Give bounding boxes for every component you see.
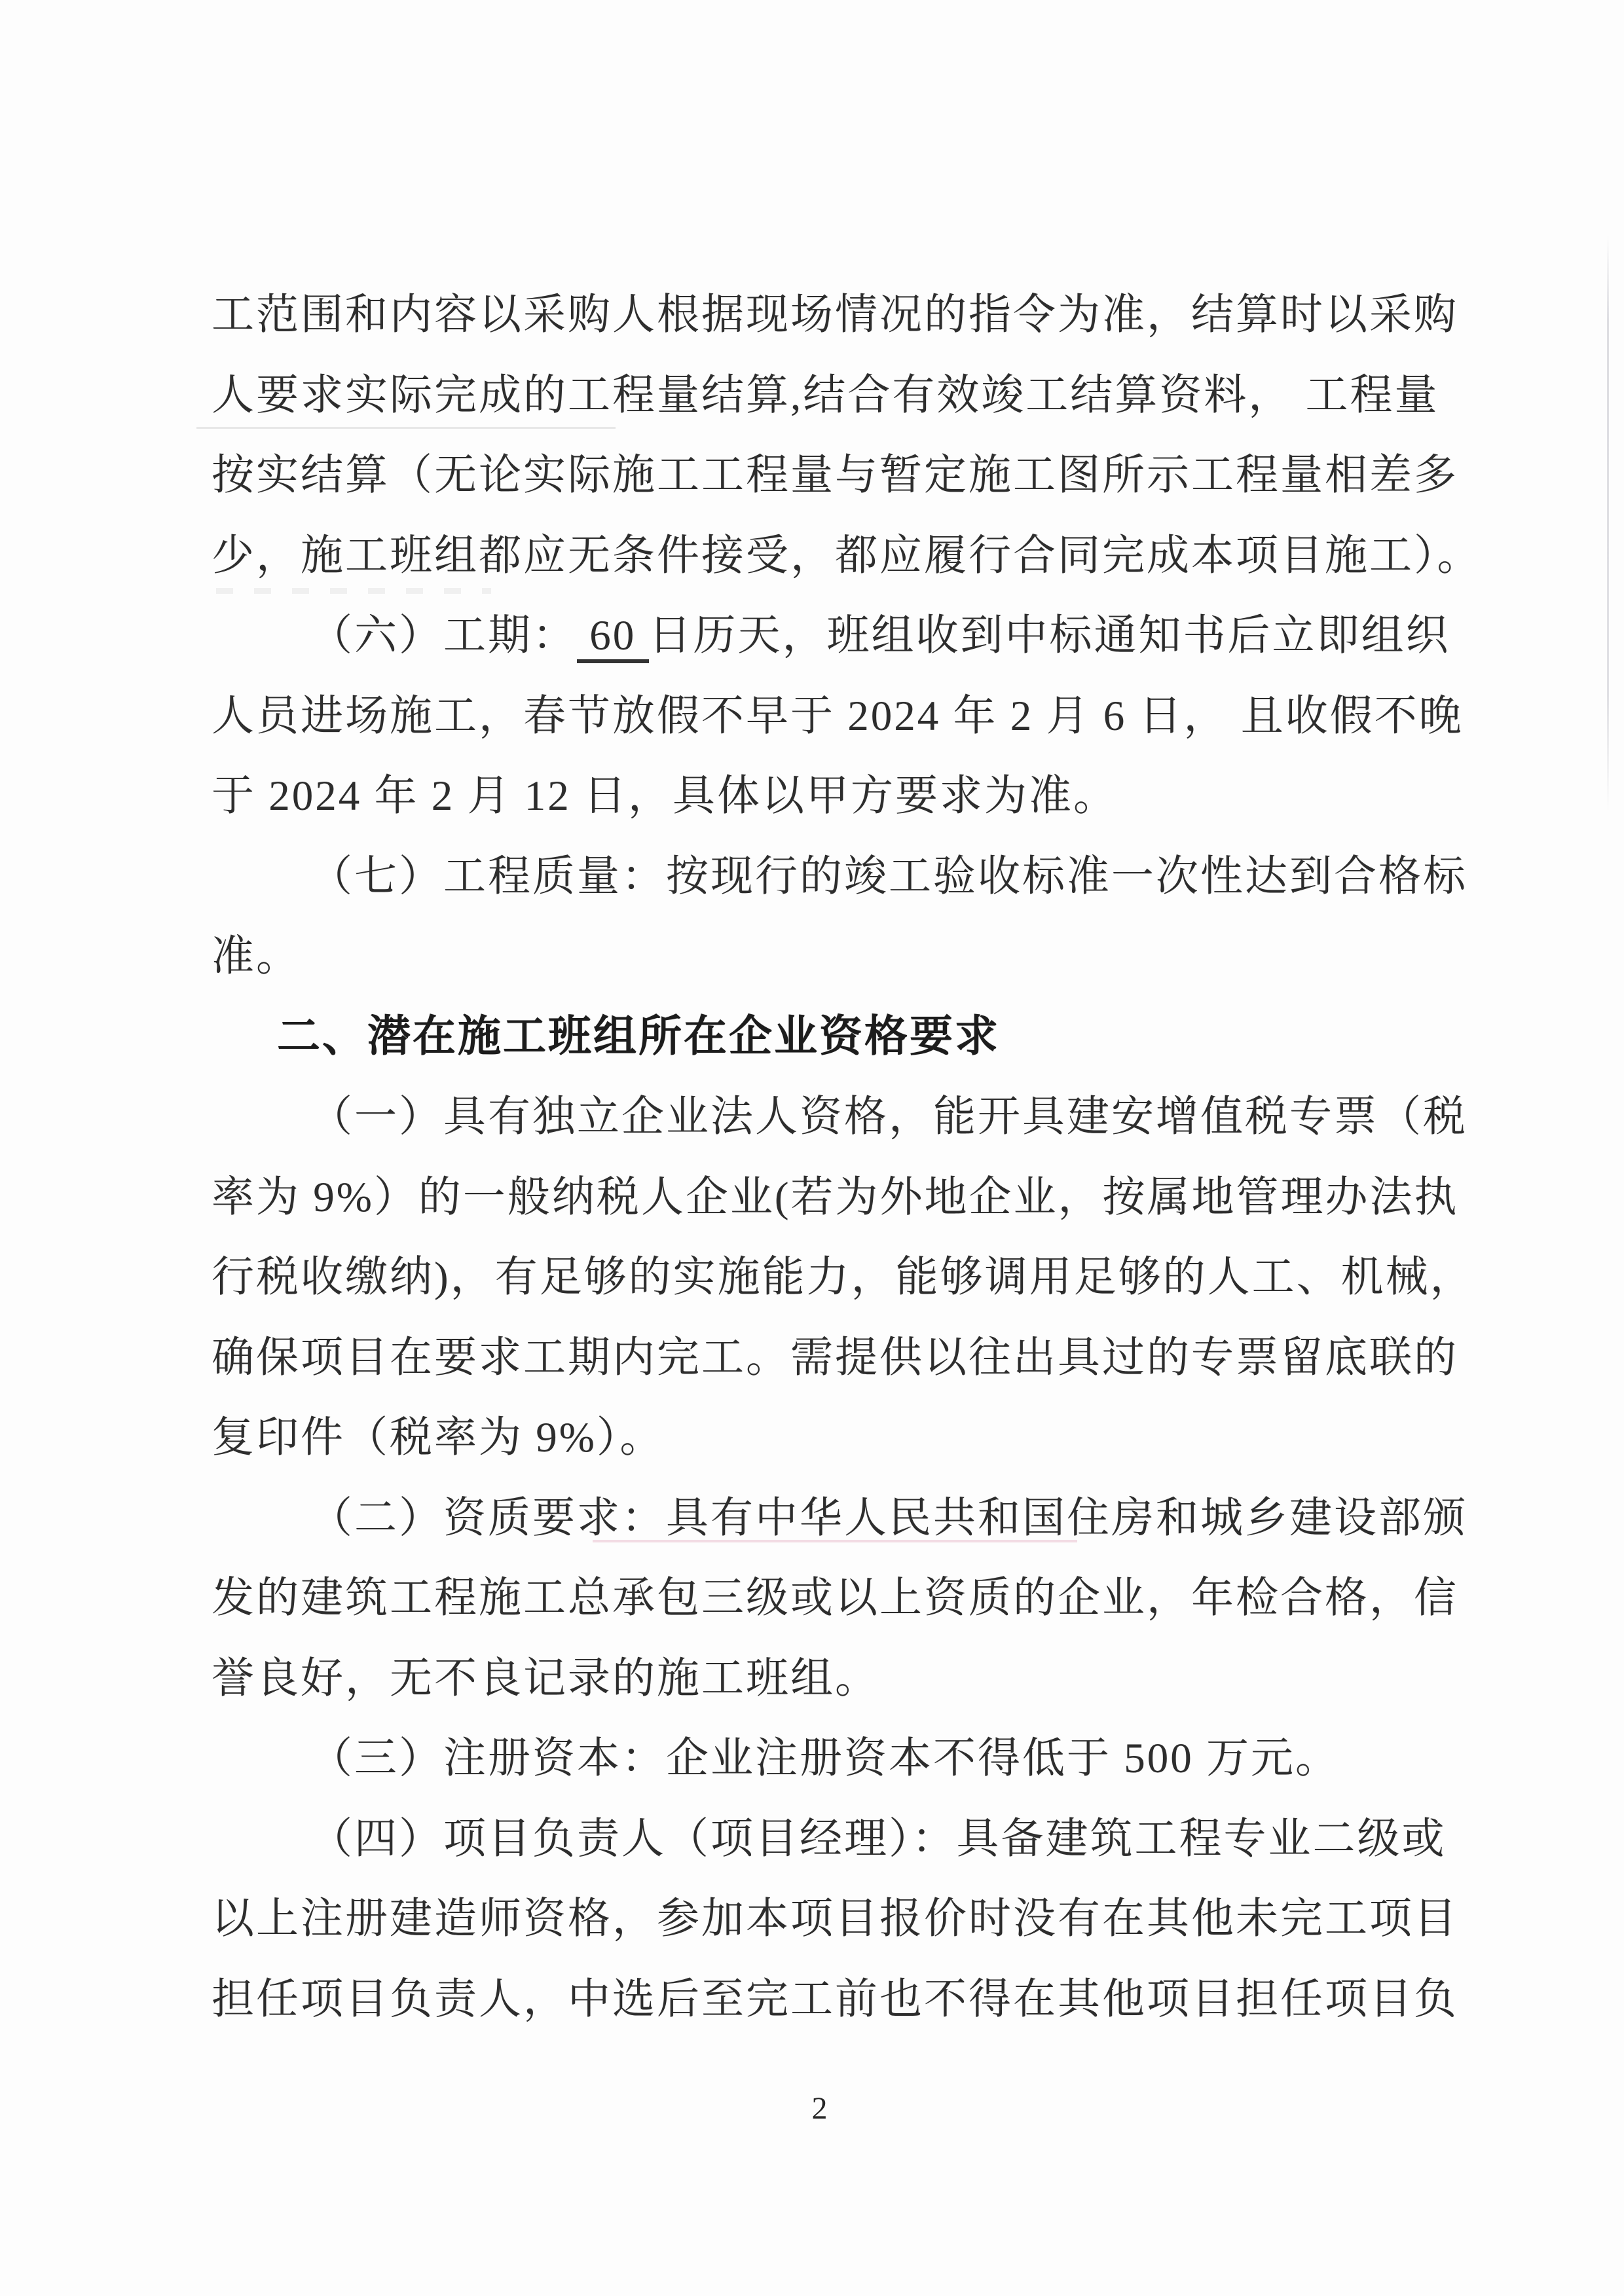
text-line — [212, 1639, 1414, 1719]
text-line — [212, 1879, 1459, 1959]
text-line — [212, 596, 1450, 676]
text-segment: 人员进场施工，春节放假不早于 2024 年 2 月 6 日， 且收假不晚 — [212, 692, 1464, 740]
text-segment: 人要求实际完成的工程量结算,结合有效竣工结算资料， 工程量 — [212, 371, 1439, 419]
text-line — [212, 1799, 1447, 1880]
page-number: 2 — [811, 2091, 828, 2126]
section-heading — [212, 997, 1414, 1078]
text-line — [212, 1558, 1459, 1639]
text-segment: 二、潜在施工班组所在企业资格要求 — [277, 1012, 1000, 1061]
text-segment: 于 2024 年 2 月 12 日，具体以甲方要求为准。 — [212, 773, 1118, 820]
text-segment: 少，施工班组都应无条件接受，都应履行合同完成本项目施工）。 — [212, 532, 1482, 579]
text-segment: 率为 9%）的一般纳税人企业(若为外地企业，按属地管理办法执 — [212, 1173, 1459, 1221]
text-line — [212, 676, 1464, 757]
text-segment: 日历天，班组收到中标通知书后立即组织 — [648, 612, 1450, 659]
text-line — [212, 355, 1439, 436]
text-segment: （四）项目负责人（项目经理）：具备建筑工程专业二级或 — [310, 1815, 1447, 1863]
text-segment: 工范围和内容以采购人根据现场情况的指令为准，结算时以采购 — [212, 291, 1459, 338]
text-line — [212, 1959, 1459, 2040]
text-line — [212, 1077, 1468, 1157]
text-line — [212, 756, 1414, 837]
text-line — [212, 275, 1459, 355]
text-line — [212, 1478, 1468, 1559]
text-line — [212, 917, 1414, 997]
text-line — [212, 516, 1482, 596]
text-line — [212, 1719, 1414, 1799]
text-line — [212, 1237, 1475, 1318]
text-segment: （六）工期： — [310, 612, 578, 659]
text-segment: （三）注册资本：企业注册资本不得低于 500 万元。 — [310, 1735, 1340, 1782]
text-segment: （一）具有独立企业法人资格，能开具建安增值税专票（税 — [310, 1093, 1468, 1140]
text-segment: 担任项目负责人，中选后至完工前也不得在其他项目担任项目负 — [212, 1975, 1459, 2023]
text-lines — [212, 275, 1482, 2039]
text-segment: 按实结算（无论实际施工工程量与暂定施工图所示工程量相差多 — [212, 452, 1459, 499]
text-line — [212, 1318, 1459, 1398]
scan-artifact-vertical-line — [1607, 236, 1609, 812]
text-segment: 确保项目在要求工期内完工。需提供以往出具过的专票留底联的 — [212, 1334, 1459, 1381]
text-line — [212, 435, 1459, 516]
text-segment: 誉良好，无不良记录的施工班组。 — [212, 1654, 880, 1702]
text-segment: （七）工程质量：按现行的竣工验收标准一次性达到合格标 — [310, 852, 1468, 900]
text-line — [212, 837, 1468, 917]
text-segment: 以上注册建造师资格，参加本项目报价时没有在其他未完工项目 — [212, 1895, 1459, 1942]
underlined-value: 60 — [577, 612, 649, 663]
text-segment: （二）资质要求：具有中华人民共和国住房和城乡建设部颁 — [310, 1494, 1468, 1542]
text-segment: 复印件（税率为 9%）。 — [212, 1414, 665, 1461]
text-segment: 发的建筑工程施工总承包三级或以上资质的企业，年检合格，信 — [212, 1575, 1459, 1622]
text-line — [212, 1157, 1459, 1238]
text-segment: 准。 — [212, 933, 301, 980]
text-line — [212, 1398, 1414, 1478]
text-segment: 行税收缴纳)，有足够的实施能力，能够调用足够的人工、机械， — [212, 1254, 1475, 1301]
